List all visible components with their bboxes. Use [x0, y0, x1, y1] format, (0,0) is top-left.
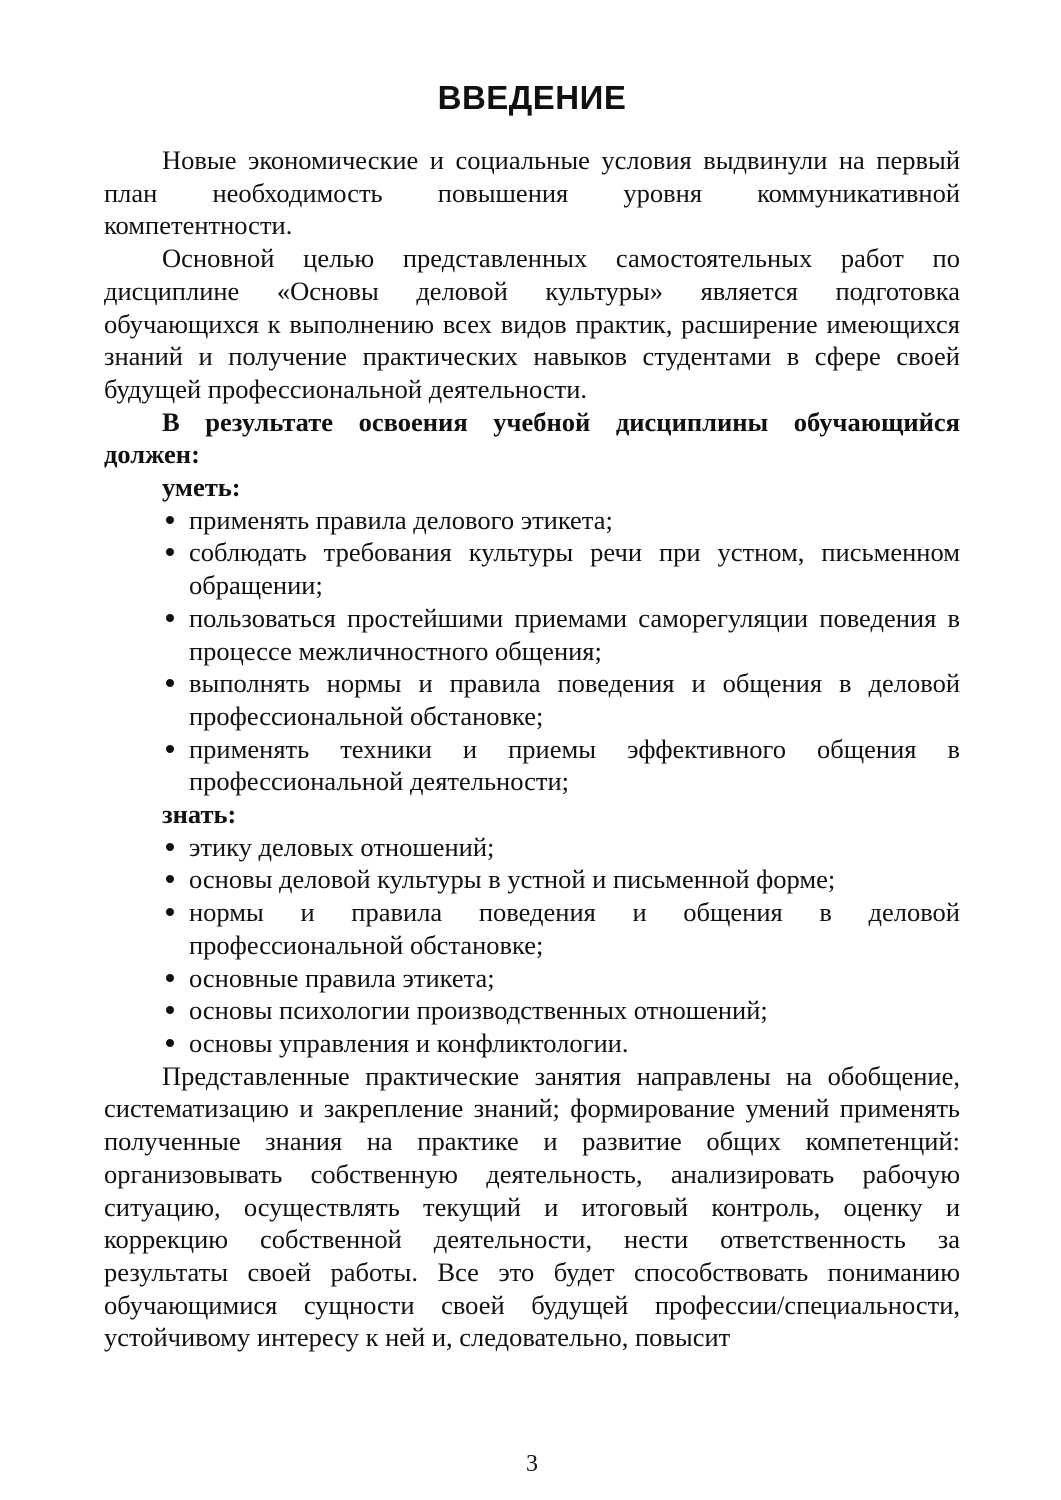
skills-list-item: соблюдать требования культуры речи при устном, письменном обращении; [104, 536, 960, 601]
practice-paragraph: Представленные практические занятия направлены на обобщение, систематизацию и закрепление знаний; формирование умений применять полученные знания на практике и развитие общих компетенций: организовывать собственную деятельность, анализировать рабочую ситуацию, осуществлять текущий и итоговый контроль, оценку и коррекцию собственной деятельности, нести ответственность за результаты своей работы. Все это будет способствовать пониманию обучающимися сущности своей будущей профессии/специальности, устойчивому интересу к ней и, следовательно, повысит [104, 1060, 960, 1353]
skills-list-item: применять техники и приемы эффективного общения в профессиональной деятельности; [104, 733, 960, 798]
skills-list [104, 504, 960, 798]
intro-paragraph: Новые экономические и социальные условия выдвинули на первый план необходимость повышения уровня коммуникативной компетентности. [104, 145, 960, 241]
skills-list-item: выполнять нормы и правила поведения и общения в деловой профессиональной обстановке; [104, 667, 960, 732]
skills-list-item: пользоваться простейшими приемами саморегуляции поведения в процессе межличностного общения; [104, 602, 960, 667]
knowledge-list-item: нормы и правила поведения и общения в деловой профессиональной обстановке; [104, 896, 960, 961]
outcomes-lead-paragraph: В результате освоения учебной дисциплины обучающийся должен: [104, 406, 960, 470]
knowledge-list-item: основы деловой культуры в устной и письменной форме; [104, 863, 960, 896]
knowledge-list-item: основы управления и конфликтологии. [104, 1027, 960, 1060]
knowledge-list-item: основы психологии производственных отношений; [104, 994, 960, 1027]
knowledge-label: знать: [162, 799, 237, 830]
goal-paragraph: Основной целью представленных самостоятельных работ по дисциплине «Основы деловой культуры» является подготовка обучающихся к выполнению всех видов практик, расширение имеющихся знаний и получение практических навыков студентами в сфере своей будущей профессиональной деятельности. [104, 243, 960, 404]
page-title: ВВЕДЕНИЕ [437, 79, 627, 116]
skills-list-item: применять правила делового этикета; [104, 504, 960, 537]
knowledge-list [104, 831, 960, 1060]
document-body [104, 144, 960, 1354]
document-page [104, 0, 960, 1500]
knowledge-list-item: основные правила этикета; [104, 962, 960, 995]
page-number: 3 [526, 1451, 538, 1477]
knowledge-list-item: этику деловых отношений; [104, 831, 960, 864]
skills-label: уметь: [162, 472, 241, 503]
